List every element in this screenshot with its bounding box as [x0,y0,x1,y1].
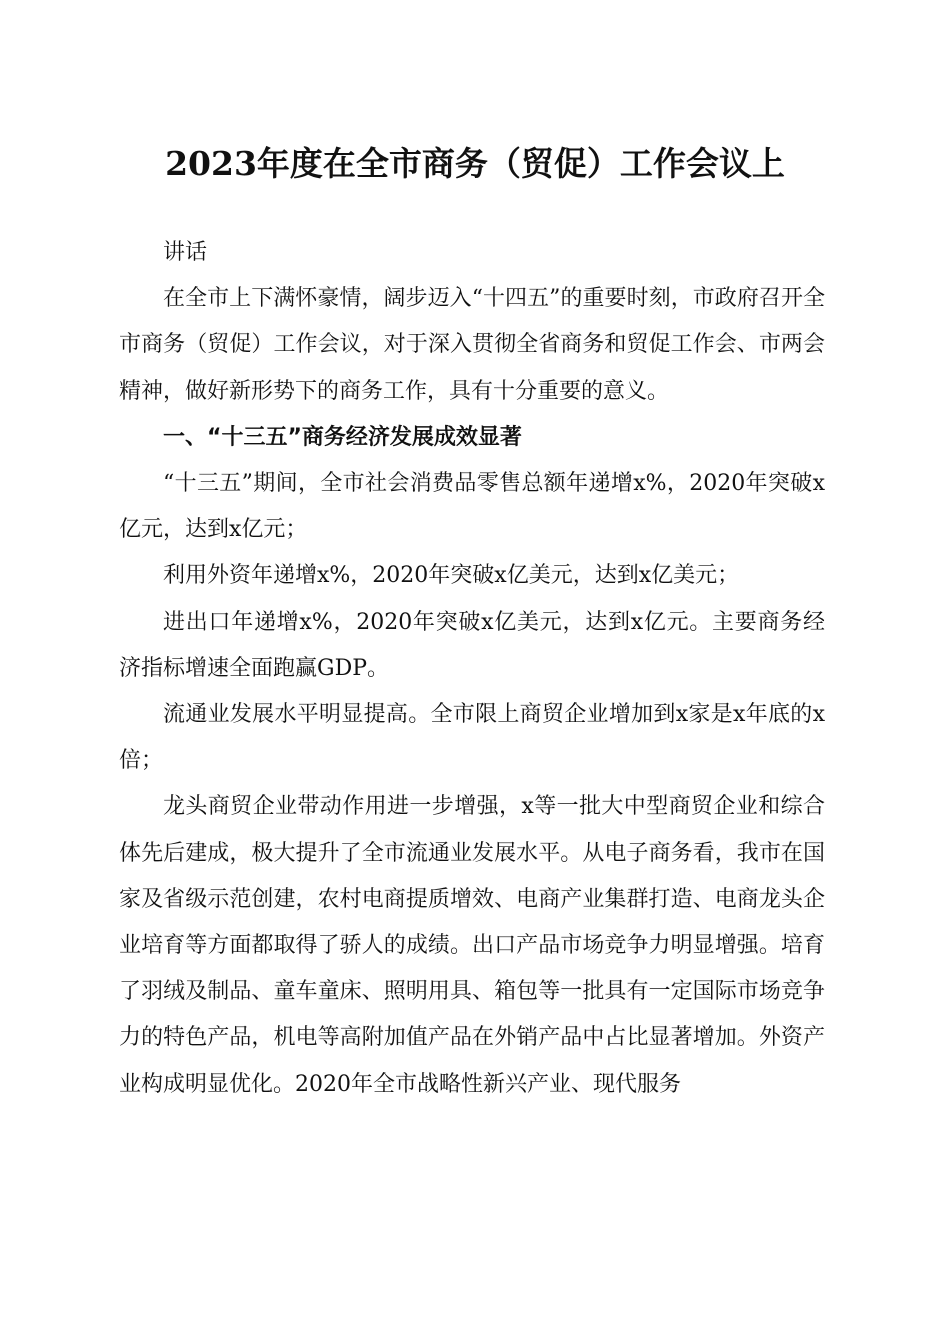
paragraph-circulation: 流通业发展水平明显提高。全市限上商贸企业增加到x家是x年底的x倍； [119,702,825,774]
paragraph-leading-enterprises: 龙头商贸企业带动作用进一步增强，x等一批大中型商贸企业和综合体先后建成，极大提升了全市流通业发展水平。从电子商务看，我市在国家及省级示范创建，农村电商提质增效、电商产业集群打造、电商龙头企业培育等方面都取得了骄人的成绩。出口产品市场竞争力明显增强。培育了羽绒及制品、童车童床、照明用具、箱包等一批具有一定国际市场竞争力的特色产品，机电等高附加值产品在外销产品中占比显著增加。外资产业构成明显优化。2020年全市战略性新兴产业、现代服务 [119,794,825,1097]
document-body [119,230,825,1108]
paragraph-foreign-investment: 利用外资年递增x%，2020年突破x亿美元，达到x亿美元； [163,563,740,589]
document-title: 2023年度在全市商务（贸促）工作会议上 [165,144,785,183]
section-heading-1: 一、“十三五”商务经济发展成效显著 [163,424,522,450]
paragraph-retail-sales: “十三五”期间，全市社会消费品零售总额年递增x%，2020年突破x亿元，达到x亿元； [119,471,825,543]
paragraph-intro: 在全市上下满怀豪情，阔步迈入“十四五”的重要时刻，市政府召开全市商务（贸促）工作会议，对于深入贯彻全省商务和贸促工作会、市两会精神，做好新形势下的商务工作，具有十分重要的意义。 [119,286,825,404]
paragraph-import-export: 进出口年递增x%，2020年突破x亿美元，达到x亿元。主要商务经济指标增速全面跑赢GDP。 [119,609,825,681]
paragraph-speech-label: 讲话 [163,240,208,265]
